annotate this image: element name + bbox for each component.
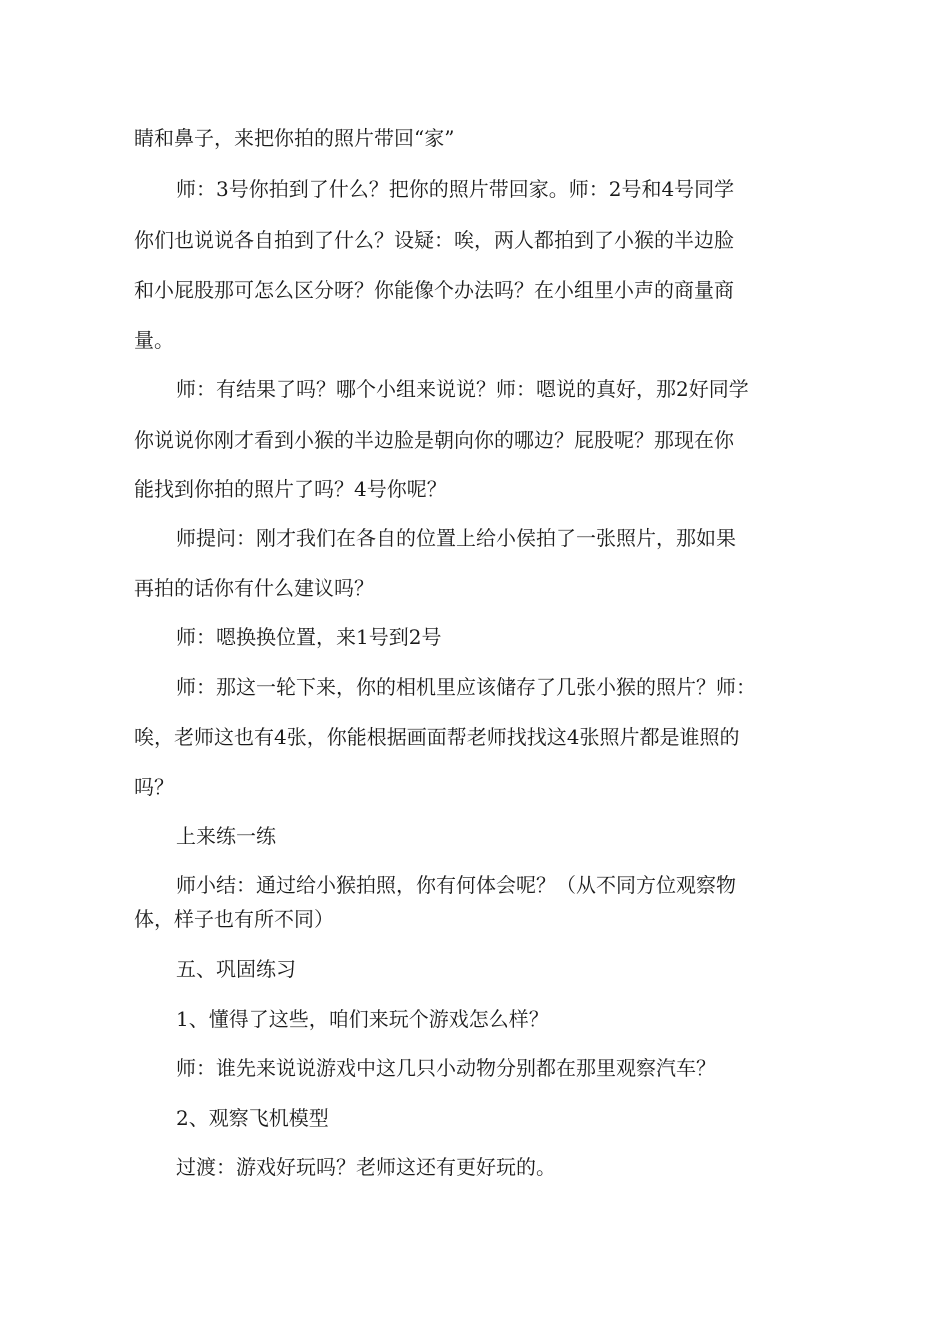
- text-line: 量。: [134, 328, 174, 352]
- text-line: 2、观察飞机模型: [176, 1106, 329, 1130]
- text-line: 能找到你拍的照片了吗？4号你呢？: [134, 477, 447, 501]
- text-line: 再拍的话你有什么建议吗？: [134, 576, 374, 600]
- text-line: 和小屁股那可怎么区分呀？你能像个办法吗？在小组里小声的商量商: [134, 278, 734, 302]
- text-line: 师：嗯换换位置，来1号到2号: [176, 625, 442, 649]
- text-line: 师：有结果了吗？哪个小组来说说？师：嗯说的真好，那2好同学: [176, 377, 749, 401]
- section-heading: 五、巩固练习: [176, 957, 296, 981]
- text-line: 唉，老师这也有4张，你能根据画面帮老师找找这4张照片都是谁照的: [134, 725, 740, 749]
- text-line: 吗？: [134, 775, 174, 799]
- text-line: 过渡：游戏好玩吗？老师这还有更好玩的。: [176, 1155, 556, 1179]
- text-line: 师：谁先来说说游戏中这几只小动物分别都在那里观察汽车？: [176, 1056, 716, 1080]
- text-line: 1、懂得了这些，咱们来玩个游戏怎么样？: [176, 1007, 549, 1031]
- text-line: 你们也说说各自拍到了什么？设疑：唉，两人都拍到了小猴的半边脸: [134, 228, 734, 252]
- text-line: 体，样子也有所不同）: [134, 907, 334, 931]
- text-line: 师小结：通过给小猴拍照，你有何体会呢？（从不同方位观察物: [176, 873, 736, 897]
- text-line: 睛和鼻子，来把你拍的照片带回“家”: [134, 126, 455, 150]
- text-line: 上来练一练: [176, 824, 276, 848]
- text-line: 师提问：刚才我们在各自的位置上给小侯拍了一张照片，那如果: [176, 526, 736, 550]
- text-line: 师：3号你拍到了什么？把你的照片带回家。师：2号和4号同学: [176, 177, 735, 201]
- text-line: 师：那这一轮下来，你的相机里应该储存了几张小猴的照片？师：: [176, 675, 756, 699]
- text-line: 你说说你刚才看到小猴的半边脸是朝向你的哪边？屁股呢？那现在你: [134, 428, 734, 452]
